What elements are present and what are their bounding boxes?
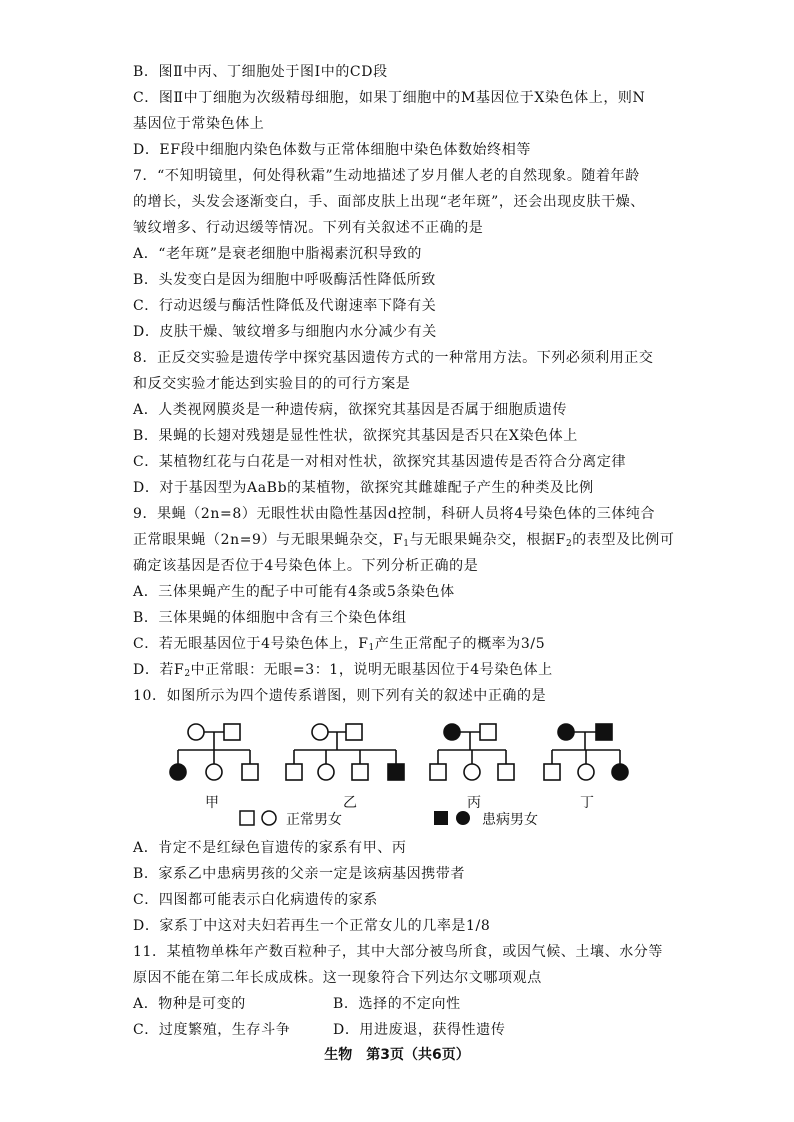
- q9-stem-line2: 正常眼果蝇（2n=9）与无眼果蝇杂交，$F_1$与无眼果蝇杂交，根据$F_2$的表型及比例可: [133, 532, 675, 549]
- q11-option-c: C．过度繁殖，生存斗争: [133, 1022, 291, 1038]
- pedigree-label-ding: 丁: [580, 795, 594, 811]
- q9-stem-line1: 9．果蝇（2n=8）无眼性状由隐性基因d控制，科研人员将4号染色体的三体纯合: [133, 506, 656, 522]
- pedigree-bing: [430, 724, 514, 780]
- legend-normal-label: 正常男女: [286, 812, 342, 828]
- pedigree-label-jia: 甲: [205, 795, 219, 811]
- legend-affected-label: 患病男女: [482, 812, 538, 828]
- q9-option-a: A．三体果蝇产生的配子中可能有4条或5条染色体: [133, 584, 455, 600]
- pedigree-yi: [286, 724, 404, 780]
- q7-stem-line3: 皱纹增多、行动迟缓等情况。下列有关叙述不正确的是: [133, 220, 484, 236]
- legend-affected-symbols: [432, 808, 474, 828]
- q6-option-c-line2: 基因位于常染色体上: [133, 116, 265, 132]
- q8-option-d: D．对于基因型为AaBb的某植物，欲探究其雌雄配子产生的种类及比例: [133, 480, 594, 496]
- q7-option-a: A．“老年斑”是衰老细胞中脂褐素沉积导致的: [133, 246, 423, 262]
- q11-stem-line1: 11．某植物单株年产数百粒种子，其中大部分被鸟所食，或因气候、土壤、水分等: [133, 944, 664, 960]
- q7-stem-line1: 7．“不知明镜里，何处得秋霜”生动地描述了岁月催人老的自然现象。随着年龄: [133, 168, 640, 184]
- q10-option-d: D．家系丁中这对夫妇若再生一个正常女儿的几率是1/8: [133, 918, 491, 934]
- q10-option-c: C．四图都可能表示白化病遗传的家系: [133, 892, 378, 908]
- q11-stem-line2: 原因不能在第二年长成成株。这一现象符合下列达尔文哪项观点: [133, 970, 542, 986]
- q9-option-b: B．三体果蝇的体细胞中含有三个染色体组: [133, 610, 407, 626]
- q9-stem-line3: 确定该基因是否位于4号染色体上。下列分析正确的是: [133, 558, 479, 574]
- q11-option-a: A．物种是可变的: [133, 996, 246, 1012]
- pedigree-ding: [544, 724, 628, 780]
- q10-option-a: A．肯定不是红绿色盲遗传的家系有甲、丙: [133, 840, 407, 856]
- q9-option-d: D．若$F_2$中正常眼：无眼=3：1，说明无眼基因位于4号染色体上: [133, 662, 553, 679]
- q10-stem: 10．如图所示为四个遗传系谱图，则下列有关的叙述中正确的是: [133, 688, 547, 704]
- q9-option-c: C．若无眼基因位于4号染色体上，$F_1$产生正常配子的概率为3/5: [133, 636, 546, 653]
- q7-option-d: D．皮肤干燥、皱纹增多与细胞内水分减少有关: [133, 324, 437, 340]
- legend-normal-symbols: [238, 808, 280, 828]
- q7-stem-line2: 的增长，头发会逐渐变白，手、面部皮肤上出现“老年斑”，还会出现皮肤干燥、: [133, 194, 645, 210]
- pedigree-label-yi: 乙: [343, 795, 357, 811]
- q7-option-b: B．头发变白是因为细胞中呼吸酶活性降低所致: [133, 272, 436, 288]
- pedigree-figure: [160, 712, 640, 832]
- q11-option-d: D．用进废退，获得性遗传: [333, 1022, 506, 1038]
- q6-option-b: B．图Ⅱ中丙、丁细胞处于图Ⅰ中的CD段: [133, 64, 388, 80]
- q8-option-b: B．果蝇的长翅对残翅是显性性状，欲探究其基因是否只在X染色体上: [133, 428, 578, 444]
- q10-option-b: B．家系乙中患病男孩的父亲一定是该病基因携带者: [133, 866, 466, 882]
- q7-option-c: C．行动迟缓与酶活性降低及代谢速率下降有关: [133, 298, 437, 314]
- q8-option-c: C．某植物红花与白花是一对相对性状，欲探究其基因遗传是否符合分离定律: [133, 454, 627, 470]
- pedigree-label-bing: 丙: [467, 795, 481, 811]
- q8-stem-line2: 和反交实验才能达到实验目的的可行方案是: [133, 376, 411, 392]
- q8-option-a: A．人类视网膜炎是一种遗传病，欲探究其基因是否属于细胞质遗传: [133, 402, 568, 418]
- pedigree-jia: [170, 724, 258, 780]
- q6-option-d: D．EF段中细胞内染色体数与正常体细胞中染色体数始终相等: [133, 142, 531, 158]
- q11-option-b: B．选择的不定向性: [333, 996, 461, 1012]
- page-footer: 生物 第3页（共6页）: [324, 1047, 470, 1063]
- q6-option-c-line1: C．图Ⅱ中丁细胞为次级精母细胞，如果丁细胞中的M基因位于X染色体上，则N: [133, 90, 646, 106]
- q8-stem-line1: 8．正反交实验是遗传学中探究基因遗传方式的一种常用方法。下列必须利用正交: [133, 350, 654, 366]
